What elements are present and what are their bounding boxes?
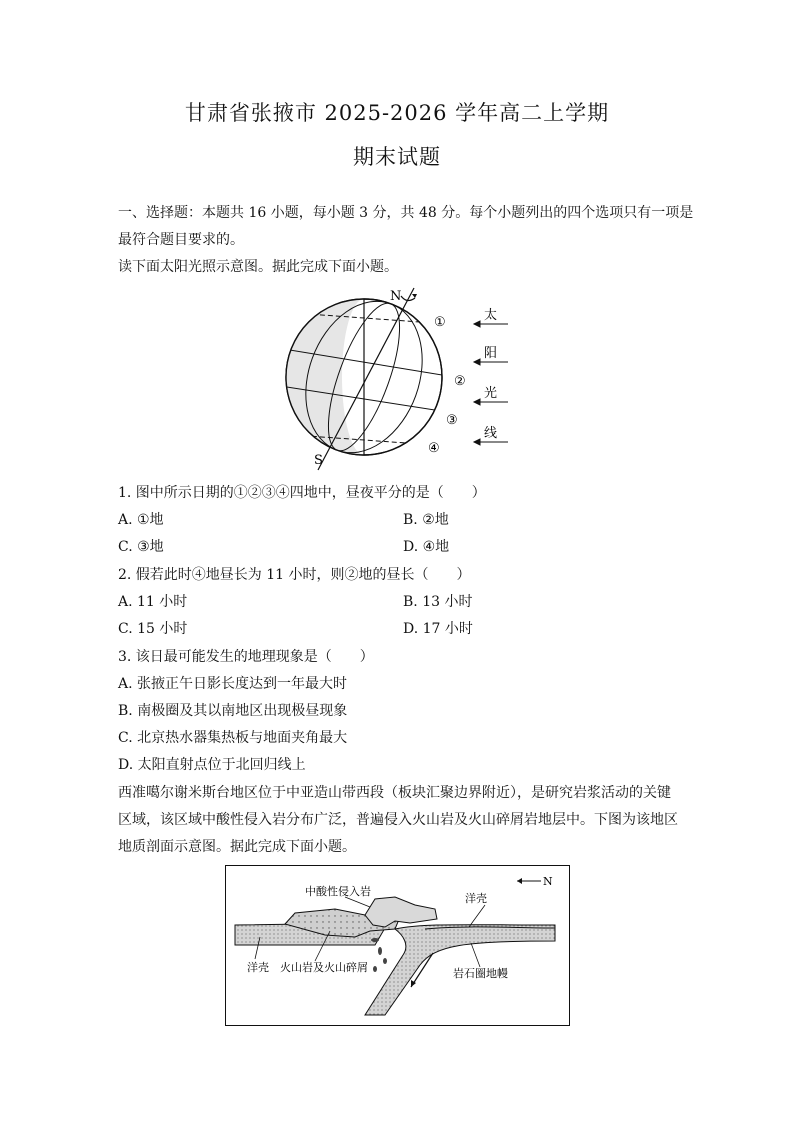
passage-line-1: 西准噶尔谢米斯台地区位于中亚造山带西段（板块汇聚边界附近），是研究岩浆活动的关键	[118, 785, 671, 801]
sun-label-4: 线	[484, 426, 498, 441]
label-oceanic-crust-left: 洋壳	[247, 961, 269, 974]
passage-line-3: 地质剖面示意图。据此完成下面小题。	[118, 839, 356, 855]
marker-4: ④	[428, 441, 440, 456]
q3-option-a[interactable]: A. 张掖正午日影长度达到一年最大时	[118, 676, 348, 692]
sun-label-3: 光	[484, 386, 498, 401]
paper-title: 甘肃省张掖市 2025-2026 学年高二上学期	[184, 101, 610, 125]
q2-option-b[interactable]: B. 13 小时	[403, 594, 473, 610]
pole-n: N	[390, 289, 402, 304]
q1-option-a[interactable]: A. ①地	[118, 512, 164, 528]
q1-option-c[interactable]: C. ③地	[118, 539, 164, 555]
q1-option-d[interactable]: D. ④地	[403, 539, 450, 555]
label-intrusive-rock: 中酸性侵入岩	[305, 885, 371, 898]
north-arrow-label: N	[543, 875, 553, 888]
sun-label-2: 阳	[484, 346, 498, 361]
label-lithospheric-mantle: 岩石圈地幔	[453, 967, 508, 980]
label-oceanic-crust-right: 洋壳	[465, 892, 487, 905]
q3-option-b[interactable]: B. 南极圈及其以南地区出现极昼现象	[118, 703, 348, 719]
paper-subtitle: 期末试题	[353, 145, 441, 169]
question-1-stem: 1. 图中所示日期的①②③④四地中，昼夜平分的是（ ）	[118, 485, 486, 501]
question-3-stem: 3. 该日最可能发生的地理现象是（ ）	[118, 649, 374, 665]
label-volcanic: 火山岩及火山碎屑	[280, 961, 368, 974]
marker-2: ②	[454, 374, 466, 389]
section-heading-cont: 最符合题目要求的。	[118, 232, 244, 248]
marker-1: ①	[434, 315, 446, 330]
q1-option-b[interactable]: B. ②地	[403, 512, 449, 528]
sun-label-1: 太	[484, 308, 498, 323]
geologic-section-diagram	[225, 865, 570, 1027]
q2-option-a[interactable]: A. 11 小时	[118, 594, 188, 610]
q2-option-d[interactable]: D. 17 小时	[403, 621, 473, 637]
q3-option-d[interactable]: D. 太阳直射点位于北回归线上	[118, 757, 306, 773]
sunlight-diagram	[270, 286, 530, 472]
figure1-intro: 读下面太阳光照示意图。据此完成下面小题。	[118, 259, 398, 275]
section-heading: 一、选择题：本题共 16 小题，每小题 3 分，共 48 分。每个小题列出的四个选项只有一项是	[118, 205, 694, 221]
pole-s: S	[314, 453, 323, 468]
marker-3: ③	[446, 413, 458, 428]
q3-option-c[interactable]: C. 北京热水器集热板与地面夹角最大	[118, 730, 348, 746]
question-2-stem: 2. 假若此时④地昼长为 11 小时，则②地的昼长（ ）	[118, 567, 471, 583]
q2-option-c[interactable]: C. 15 小时	[118, 621, 188, 637]
passage-line-2: 区域，该区域中酸性侵入岩分布广泛，普遍侵入火山岩及火山碎屑岩地层中。下图为该地区	[118, 812, 678, 828]
